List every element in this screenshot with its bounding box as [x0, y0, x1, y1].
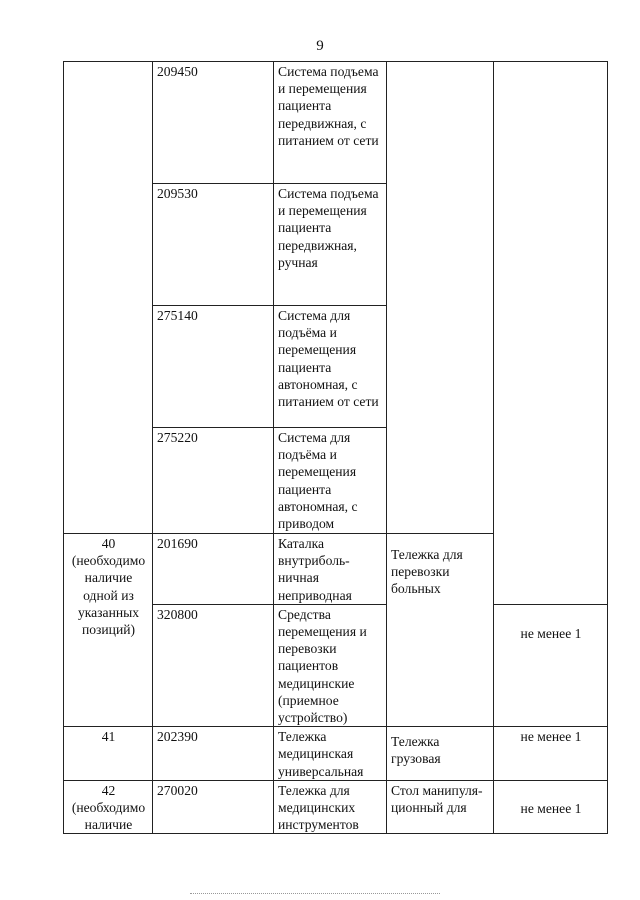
name-cell: Система для подъёма и перемещения пациента автономная, с питанием от сети [274, 306, 387, 428]
code-cell: 209530 [153, 184, 274, 306]
function-cell: Тележка для перевозки больных [387, 534, 494, 727]
code-cell: 275140 [153, 306, 274, 428]
code-cell: 270020 [153, 780, 274, 834]
function-cell [387, 62, 494, 534]
position-cell: 42 (необходимо наличие [64, 780, 153, 834]
code-cell: 209450 [153, 62, 274, 184]
code-cell: 275220 [153, 428, 274, 534]
code-cell: 202390 [153, 727, 274, 781]
name-cell: Тележка для медицинских инструментов [274, 780, 387, 834]
name-cell: Тележка медицинская универсальная [274, 727, 387, 781]
quantity-cell [494, 62, 608, 605]
page-number: 9 [316, 38, 324, 54]
function-cell: Стол манипуля-ционный для [387, 780, 494, 834]
table-row [64, 62, 608, 184]
function-cell: Тележка грузовая [387, 727, 494, 781]
name-cell: Система подъема и перемещения пациента передвижная, с питанием от сети [274, 62, 387, 184]
code-cell: 320800 [153, 604, 274, 726]
name-cell: Система для подъёма и перемещения пациента автономная, с приводом [274, 428, 387, 534]
table-row [64, 727, 608, 781]
equipment-table [63, 61, 608, 834]
name-cell: Средства перемещения и перевозки пациентов медицинские (приемное устройство) [274, 604, 387, 726]
position-cell: 40 (необходимо наличие одной из указанных позиций) [64, 534, 153, 727]
position-cell: 41 [64, 727, 153, 781]
name-cell: Система подъема и перемещения пациента передвижная, ручная [274, 184, 387, 306]
quantity-cell: не менее 1 [494, 727, 608, 781]
table-row [64, 780, 608, 834]
code-cell: 201690 [153, 534, 274, 605]
quantity-cell: не менее 1 [494, 604, 608, 726]
quantity-cell: не менее 1 [494, 780, 608, 834]
scan-artifact-line [190, 893, 440, 894]
name-cell: Каталка внутриболь-ничная неприводная [274, 534, 387, 605]
position-cell [64, 62, 153, 534]
